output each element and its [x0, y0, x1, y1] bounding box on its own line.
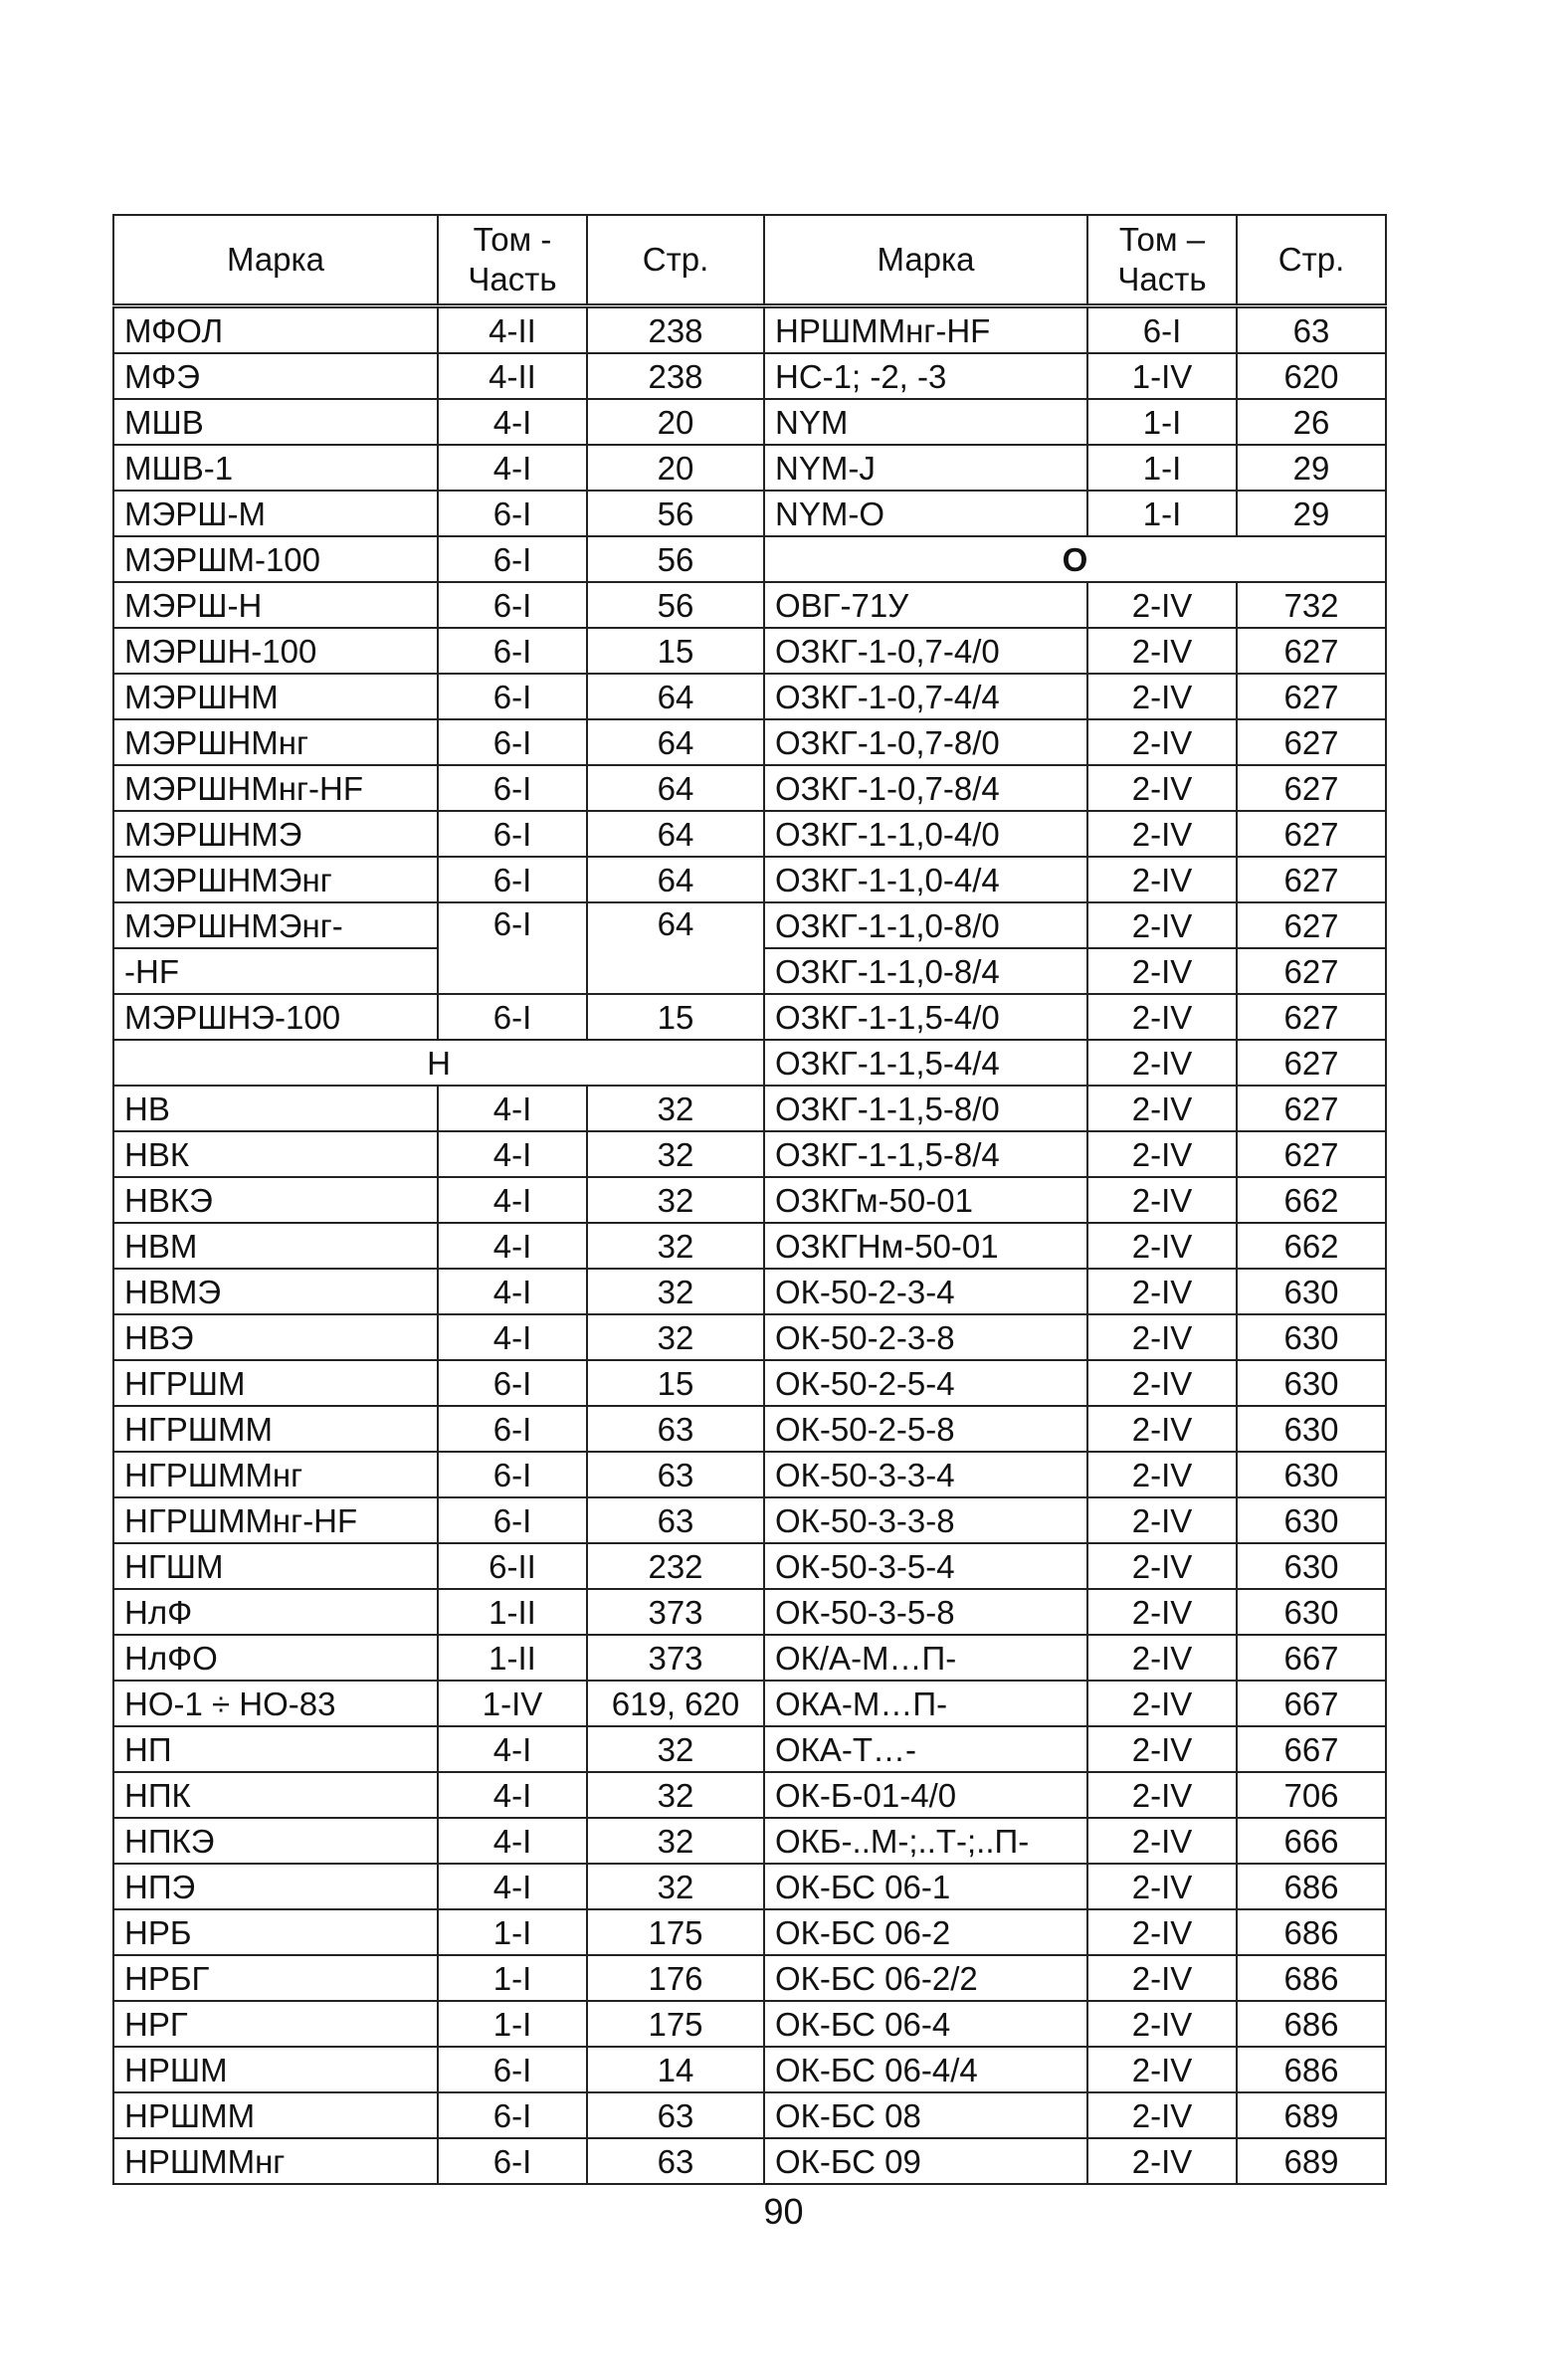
left-volume: 4-I [438, 1223, 587, 1269]
right-mark: ОЗКГ-1-1,0-4/4 [764, 857, 1087, 902]
left-page: 64 [587, 674, 764, 719]
right-volume: 1-I [1087, 445, 1237, 491]
right-volume: 2-IV [1087, 2047, 1237, 2092]
right-volume: 1-I [1087, 491, 1237, 536]
left-volume: 6-I [438, 1406, 587, 1452]
right-page: 689 [1237, 2138, 1386, 2184]
left-volume: 6-I [438, 811, 587, 857]
right-mark: ОЗКГ-1-0,7-8/4 [764, 765, 1087, 811]
left-page: 15 [587, 628, 764, 674]
left-mark: МЭРШ-Н [113, 582, 438, 628]
table-header-row [113, 215, 1386, 306]
right-mark: НС-1; -2, -3 [764, 353, 1087, 399]
left-page: 32 [587, 1772, 764, 1818]
left-mark: МЭРШНМЭнг [113, 857, 438, 902]
right-page: 667 [1237, 1681, 1386, 1726]
right-page: 627 [1237, 1131, 1386, 1177]
right-volume: 2-IV [1087, 1131, 1237, 1177]
table-row [113, 811, 1386, 857]
left-page: 15 [587, 994, 764, 1040]
right-mark: ОК-БС 06-1 [764, 1864, 1087, 1909]
left-volume: 4-II [438, 353, 587, 399]
right-volume: 2-IV [1087, 1681, 1237, 1726]
table-row [113, 353, 1386, 399]
left-volume: 6-I [438, 2047, 587, 2092]
left-mark: МФЭ [113, 353, 438, 399]
table-row [113, 994, 1386, 1040]
section-letter-h: Н [113, 1040, 764, 1086]
left-mark: НлФ [113, 1589, 438, 1635]
right-volume: 2-IV [1087, 1818, 1237, 1864]
right-volume: 2-IV [1087, 1452, 1237, 1497]
right-page: 686 [1237, 2047, 1386, 2092]
right-page: 627 [1237, 1040, 1386, 1086]
left-page: 20 [587, 445, 764, 491]
table-row [113, 1543, 1386, 1589]
right-mark: ОКБ-..М-;..Т-;..П- [764, 1818, 1087, 1864]
right-mark: ОК-50-2-5-4 [764, 1360, 1087, 1406]
left-mark: МЭРШН-100 [113, 628, 438, 674]
right-volume: 2-IV [1087, 857, 1237, 902]
header-volume-right-line2: Часть [1117, 261, 1207, 298]
right-volume: 2-IV [1087, 582, 1237, 628]
table-row [113, 1909, 1386, 1955]
left-volume: 4-I [438, 1726, 587, 1772]
left-page: 32 [587, 1131, 764, 1177]
left-page: 238 [587, 353, 764, 399]
right-page: 620 [1237, 353, 1386, 399]
left-mark: МЭРШНМнг [113, 719, 438, 765]
left-volume: 6-I [438, 628, 587, 674]
right-volume: 2-IV [1087, 1726, 1237, 1772]
right-mark: ОКА-М…П- [764, 1681, 1087, 1726]
right-mark: ОЗКГНм-50-01 [764, 1223, 1087, 1269]
table-row [113, 1726, 1386, 1772]
right-volume: 2-IV [1087, 1497, 1237, 1543]
right-page: 686 [1237, 1864, 1386, 1909]
table-row [113, 582, 1386, 628]
left-volume: 4-II [438, 306, 587, 354]
table-row [113, 719, 1386, 765]
right-volume: 2-IV [1087, 719, 1237, 765]
table-row [113, 1040, 1386, 1086]
left-mark: МЭРШМ-100 [113, 536, 438, 582]
right-mark: ОК-БС 06-4 [764, 2001, 1087, 2047]
right-mark: ОК-БС 08 [764, 2092, 1087, 2138]
header-mark-right: Марка [764, 215, 1087, 306]
right-volume: 2-IV [1087, 1635, 1237, 1681]
left-mark: НВМЭ [113, 1269, 438, 1314]
right-mark: ОК-Б-01-4/0 [764, 1772, 1087, 1818]
left-volume: 4-I [438, 1772, 587, 1818]
left-page: 232 [587, 1543, 764, 1589]
left-page: 64 [587, 902, 764, 994]
header-volume-right [1087, 215, 1237, 306]
left-volume: 1-II [438, 1635, 587, 1681]
left-page: 619, 620 [587, 1681, 764, 1726]
left-mark: МЭРШНМЭ [113, 811, 438, 857]
right-page: 627 [1237, 628, 1386, 674]
right-page: 667 [1237, 1726, 1386, 1772]
right-page: 706 [1237, 1772, 1386, 1818]
left-mark: НРШММнг [113, 2138, 438, 2184]
left-mark: МЭРШНМ [113, 674, 438, 719]
table-row [113, 1497, 1386, 1543]
left-volume: 6-II [438, 1543, 587, 1589]
right-volume: 2-IV [1087, 1543, 1237, 1589]
right-volume: 2-IV [1087, 1909, 1237, 1955]
left-volume: 6-I [438, 857, 587, 902]
left-page: 63 [587, 1452, 764, 1497]
right-page: 627 [1237, 902, 1386, 948]
right-mark: ОК-50-2-3-4 [764, 1269, 1087, 1314]
left-volume: 4-I [438, 1269, 587, 1314]
right-mark: ОЗКГ-1-0,7-4/0 [764, 628, 1087, 674]
right-page: 627 [1237, 765, 1386, 811]
right-page: 630 [1237, 1406, 1386, 1452]
right-page: 662 [1237, 1177, 1386, 1223]
right-volume: 1-IV [1087, 353, 1237, 399]
left-mark: НВЭ [113, 1314, 438, 1360]
left-volume: 6-I [438, 2138, 587, 2184]
left-mark: НГРШММ [113, 1406, 438, 1452]
left-volume: 6-I [438, 536, 587, 582]
left-mark: НВ [113, 1086, 438, 1131]
left-mark: НВМ [113, 1223, 438, 1269]
right-volume: 2-IV [1087, 902, 1237, 948]
right-page: 627 [1237, 857, 1386, 902]
right-volume: 2-IV [1087, 1360, 1237, 1406]
table-row [113, 536, 1386, 582]
left-mark: НГРШМ [113, 1360, 438, 1406]
right-volume: 2-IV [1087, 2138, 1237, 2184]
left-page: 63 [587, 1497, 764, 1543]
right-mark: ОЗКГ-1-1,5-8/0 [764, 1086, 1087, 1131]
page-number: 90 [763, 2191, 804, 2232]
table-row [113, 1452, 1386, 1497]
table-row [113, 857, 1386, 902]
left-mark: НПКЭ [113, 1818, 438, 1864]
right-volume: 2-IV [1087, 2001, 1237, 2047]
right-mark: НРШММнг-HF [764, 306, 1087, 354]
left-mark: МШВ-1 [113, 445, 438, 491]
right-page: 63 [1237, 306, 1386, 354]
right-volume: 2-IV [1087, 994, 1237, 1040]
table-row [113, 2001, 1386, 2047]
right-volume: 6-I [1087, 306, 1237, 354]
right-volume: 1-I [1087, 399, 1237, 445]
left-mark: НПК [113, 1772, 438, 1818]
left-page: 32 [587, 1818, 764, 1864]
left-page: 175 [587, 1909, 764, 1955]
table-row [113, 491, 1386, 536]
right-volume: 2-IV [1087, 1864, 1237, 1909]
left-volume: 4-I [438, 399, 587, 445]
left-volume: 6-I [438, 1452, 587, 1497]
table-row [113, 628, 1386, 674]
right-page: 627 [1237, 674, 1386, 719]
header-page: Стр. [587, 215, 764, 306]
right-page: 732 [1237, 582, 1386, 628]
left-mark: НлФО [113, 1635, 438, 1681]
right-page: 662 [1237, 1223, 1386, 1269]
table-row [113, 765, 1386, 811]
right-page: 627 [1237, 948, 1386, 994]
right-page: 667 [1237, 1635, 1386, 1681]
left-mark: НО-1 ÷ НО-83 [113, 1681, 438, 1726]
right-page: 686 [1237, 1909, 1386, 1955]
left-mark: НП [113, 1726, 438, 1772]
right-volume: 2-IV [1087, 628, 1237, 674]
table-row [113, 1635, 1386, 1681]
right-page: 630 [1237, 1497, 1386, 1543]
right-mark: ОК-50-2-5-8 [764, 1406, 1087, 1452]
right-mark: ОК-БС 09 [764, 2138, 1087, 2184]
right-page: 666 [1237, 1818, 1386, 1864]
table-row [113, 1589, 1386, 1635]
left-mark: МЭРШНЭ-100 [113, 994, 438, 1040]
left-mark: НПЭ [113, 1864, 438, 1909]
right-page: 686 [1237, 2001, 1386, 2047]
left-page: 32 [587, 1726, 764, 1772]
left-volume: 4-I [438, 1314, 587, 1360]
left-mark: НРГ [113, 2001, 438, 2047]
table-row [113, 1360, 1386, 1406]
right-page: 627 [1237, 994, 1386, 1040]
right-mark: ОК/А-М…П- [764, 1635, 1087, 1681]
table-row [113, 2092, 1386, 2138]
right-mark: ОЗКГ-1-1,0-8/0 [764, 902, 1087, 948]
left-mark: МШВ [113, 399, 438, 445]
left-page: 175 [587, 2001, 764, 2047]
left-page: 63 [587, 1406, 764, 1452]
section-letter-o: О [764, 536, 1386, 582]
table-row [113, 1131, 1386, 1177]
right-page: 630 [1237, 1269, 1386, 1314]
left-page: 373 [587, 1589, 764, 1635]
right-mark: ОК-50-3-5-8 [764, 1589, 1087, 1635]
left-page: 238 [587, 306, 764, 354]
right-mark: ОК-50-3-5-4 [764, 1543, 1087, 1589]
left-volume: 6-I [438, 491, 587, 536]
left-page: 32 [587, 1269, 764, 1314]
right-volume: 2-IV [1087, 1955, 1237, 2001]
right-mark: NYM [764, 399, 1087, 445]
right-page: 29 [1237, 491, 1386, 536]
left-mark: МЭРШНМнг-HF [113, 765, 438, 811]
left-volume: 1-I [438, 1909, 587, 1955]
left-mark: НРБ [113, 1909, 438, 1955]
right-page: 630 [1237, 1360, 1386, 1406]
right-volume: 2-IV [1087, 1223, 1237, 1269]
left-mark: МЭРШ-М [113, 491, 438, 536]
left-mark: НГРШММнг-HF [113, 1497, 438, 1543]
right-page: 627 [1237, 811, 1386, 857]
header-volume-line1: Том - [473, 221, 552, 259]
left-mark-continuation: -HF [113, 948, 438, 994]
left-mark: НГШМ [113, 1543, 438, 1589]
left-mark: НРШММ [113, 2092, 438, 2138]
right-volume: 2-IV [1087, 1086, 1237, 1131]
header-volume [438, 215, 587, 306]
left-volume: 4-I [438, 1086, 587, 1131]
table-row [113, 1086, 1386, 1131]
left-volume: 6-I [438, 582, 587, 628]
right-page: 689 [1237, 2092, 1386, 2138]
right-page: 630 [1237, 1589, 1386, 1635]
left-volume: 6-I [438, 902, 587, 994]
left-page: 56 [587, 491, 764, 536]
left-page: 176 [587, 1955, 764, 2001]
left-page: 64 [587, 719, 764, 765]
right-mark: ОКА-Т…- [764, 1726, 1087, 1772]
right-mark: ОК-БС 06-2/2 [764, 1955, 1087, 2001]
right-volume: 2-IV [1087, 1406, 1237, 1452]
left-page: 63 [587, 2092, 764, 2138]
table-row [113, 306, 1386, 354]
left-volume: 6-I [438, 719, 587, 765]
left-mark: НВКЭ [113, 1177, 438, 1223]
left-volume: 6-I [438, 1360, 587, 1406]
right-mark: ОЗКГ-1-1,0-8/4 [764, 948, 1087, 994]
left-volume: 4-I [438, 445, 587, 491]
left-mark: НВК [113, 1131, 438, 1177]
right-mark: ОК-50-3-3-8 [764, 1497, 1087, 1543]
table-row [113, 1269, 1386, 1314]
table-body [113, 306, 1386, 2185]
table-row [113, 445, 1386, 491]
right-mark: ОК-50-3-3-4 [764, 1452, 1087, 1497]
right-volume: 2-IV [1087, 1269, 1237, 1314]
right-mark: ОК-50-2-3-8 [764, 1314, 1087, 1360]
right-volume: 2-IV [1087, 811, 1237, 857]
right-volume: 2-IV [1087, 2092, 1237, 2138]
right-page: 26 [1237, 399, 1386, 445]
right-mark: ОЗКГ-1-0,7-4/4 [764, 674, 1087, 719]
right-volume: 2-IV [1087, 1040, 1237, 1086]
table-row [113, 674, 1386, 719]
right-volume: 2-IV [1087, 674, 1237, 719]
left-mark: НРБГ [113, 1955, 438, 2001]
left-page: 64 [587, 811, 764, 857]
table-row [113, 1864, 1386, 1909]
right-page: 630 [1237, 1543, 1386, 1589]
table-row [113, 902, 1386, 948]
cable-index-table [112, 214, 1387, 2185]
left-mark: МФОЛ [113, 306, 438, 354]
right-mark: NYM-J [764, 445, 1087, 491]
left-volume: 1-I [438, 1955, 587, 2001]
left-volume: 6-I [438, 765, 587, 811]
table-row [113, 399, 1386, 445]
right-volume: 2-IV [1087, 1772, 1237, 1818]
left-page: 32 [587, 1864, 764, 1909]
left-page: 32 [587, 1086, 764, 1131]
left-volume: 4-I [438, 1818, 587, 1864]
right-volume: 2-IV [1087, 1314, 1237, 1360]
table-row [113, 1772, 1386, 1818]
header-mark: Марка [113, 215, 438, 306]
right-mark: ОК-БС 06-4/4 [764, 2047, 1087, 2092]
right-volume: 2-IV [1087, 1589, 1237, 1635]
table-row [113, 1177, 1386, 1223]
left-volume: 1-I [438, 2001, 587, 2047]
header-page-right: Стр. [1237, 215, 1386, 306]
right-page: 686 [1237, 1955, 1386, 2001]
left-page: 20 [587, 399, 764, 445]
right-volume: 2-IV [1087, 948, 1237, 994]
left-mark: НГРШММнг [113, 1452, 438, 1497]
table-row [113, 1406, 1386, 1452]
right-page: 29 [1237, 445, 1386, 491]
left-volume: 1-IV [438, 1681, 587, 1726]
left-page: 56 [587, 582, 764, 628]
table-row [113, 1681, 1386, 1726]
right-volume: 2-IV [1087, 765, 1237, 811]
left-page: 56 [587, 536, 764, 582]
left-page: 14 [587, 2047, 764, 2092]
right-mark: ОВГ-71У [764, 582, 1087, 628]
right-mark: ОЗКГ-1-0,7-8/0 [764, 719, 1087, 765]
right-page: 630 [1237, 1314, 1386, 1360]
left-volume: 6-I [438, 674, 587, 719]
left-page: 64 [587, 765, 764, 811]
left-volume: 1-II [438, 1589, 587, 1635]
left-mark: МЭРШНМЭнг- [113, 902, 438, 948]
right-volume: 2-IV [1087, 1177, 1237, 1223]
left-mark: НРШМ [113, 2047, 438, 2092]
right-mark: ОЗКГ-1-1,5-4/4 [764, 1040, 1087, 1086]
header-volume-right-line1: Том – [1118, 221, 1206, 259]
left-page: 373 [587, 1635, 764, 1681]
left-volume: 4-I [438, 1864, 587, 1909]
left-page: 32 [587, 1314, 764, 1360]
right-mark: ОЗКГ-1-1,5-8/4 [764, 1131, 1087, 1177]
table-row [113, 1314, 1386, 1360]
right-mark: ОЗКГ-1-1,0-4/0 [764, 811, 1087, 857]
left-volume: 6-I [438, 2092, 587, 2138]
table-row [113, 2138, 1386, 2184]
left-page: 64 [587, 857, 764, 902]
left-page: 15 [587, 1360, 764, 1406]
table-row [113, 2047, 1386, 2092]
right-mark: ОК-БС 06-2 [764, 1909, 1087, 1955]
left-volume: 4-I [438, 1177, 587, 1223]
right-mark: ОЗКГ-1-1,5-4/0 [764, 994, 1087, 1040]
right-page: 627 [1237, 719, 1386, 765]
left-page: 32 [587, 1223, 764, 1269]
left-page: 63 [587, 2138, 764, 2184]
header-volume-line2: Часть [468, 261, 557, 298]
right-page: 630 [1237, 1452, 1386, 1497]
left-page: 32 [587, 1177, 764, 1223]
right-mark: NYM-O [764, 491, 1087, 536]
table-row [113, 1818, 1386, 1864]
left-volume: 4-I [438, 1131, 587, 1177]
left-volume: 6-I [438, 994, 587, 1040]
table-row [113, 1955, 1386, 2001]
left-volume: 6-I [438, 1497, 587, 1543]
right-mark: ОЗКГм-50-01 [764, 1177, 1087, 1223]
right-page: 627 [1237, 1086, 1386, 1131]
table-row [113, 1223, 1386, 1269]
